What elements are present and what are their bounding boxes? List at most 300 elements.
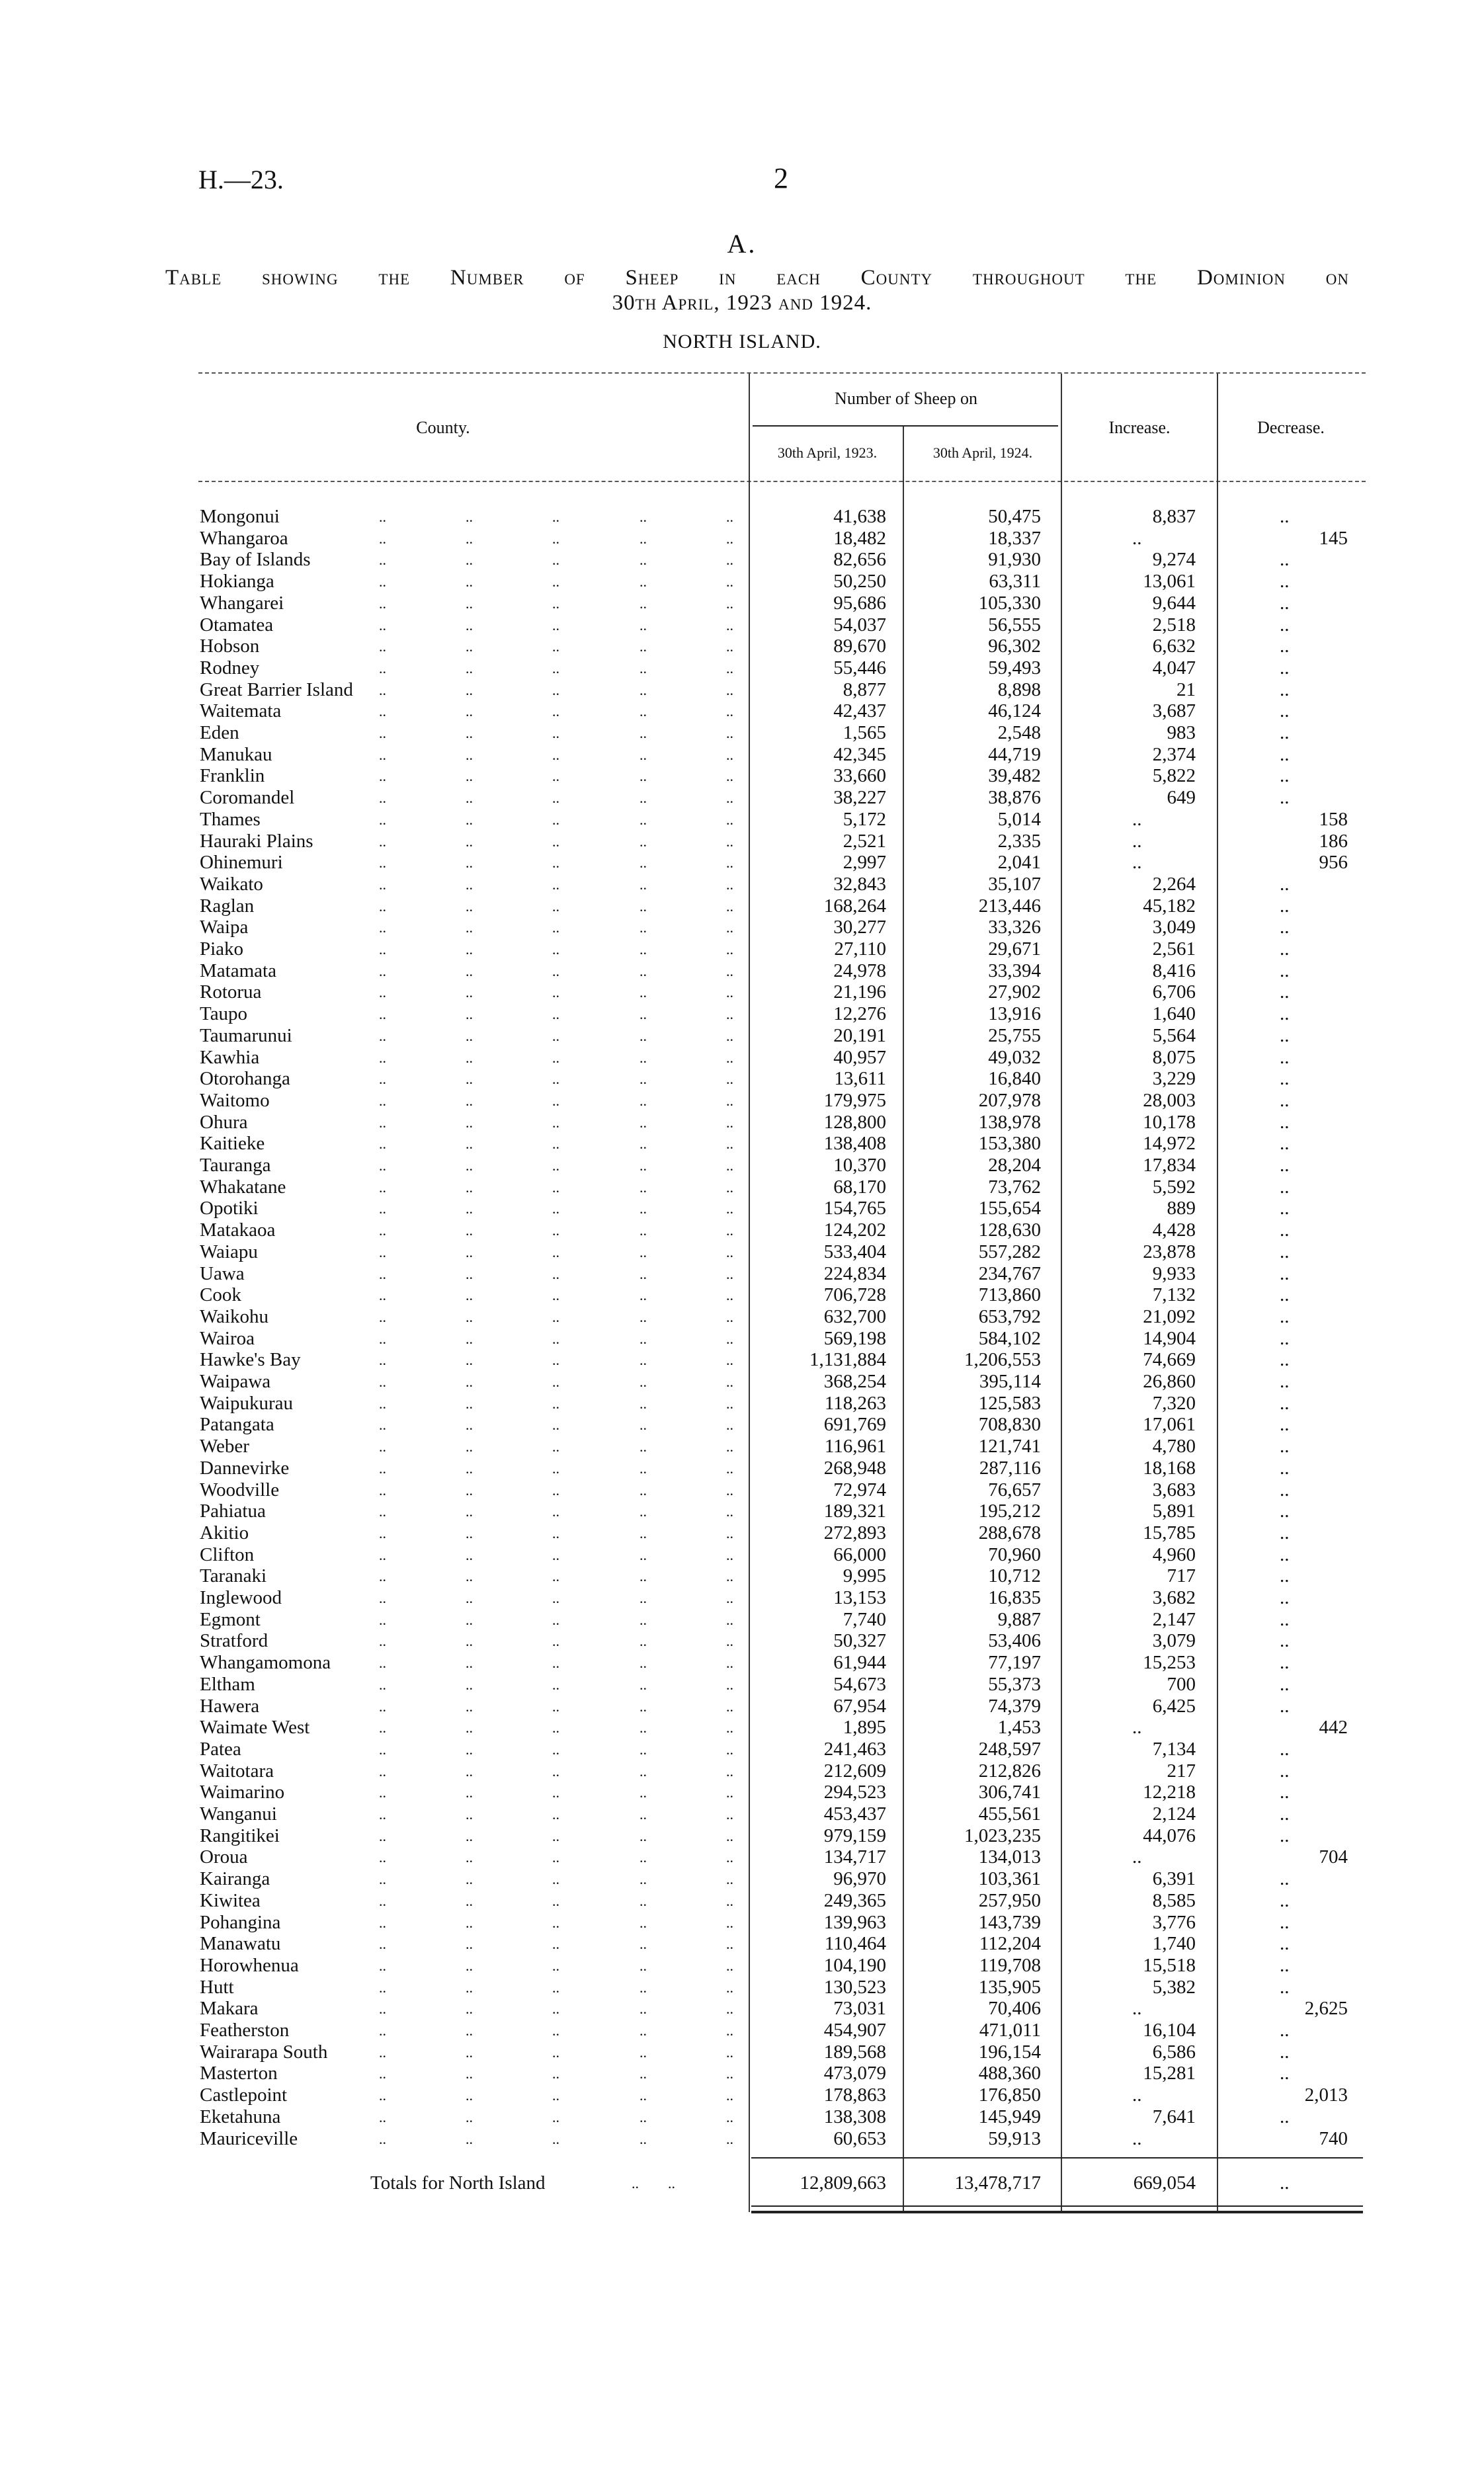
increase-value: 217	[1167, 1760, 1196, 1782]
leader-dots: ..	[379, 1892, 386, 1909]
decrease-value: ..	[1280, 743, 1290, 765]
table-row	[0, 1436, 1484, 1458]
leader-dots: ..	[466, 941, 473, 958]
increase-value: ..	[1132, 527, 1142, 549]
sheep-1924: 395,114	[979, 1371, 1041, 1392]
decrease-value: ..	[1280, 1911, 1290, 1933]
leader-dots: ..	[552, 1633, 559, 1650]
sheep-1924: 471,011	[979, 2020, 1041, 2041]
leader-dots: ..	[639, 1243, 647, 1260]
decrease-value: 2,625	[1304, 1998, 1348, 2020]
leader-dots: ..	[552, 1114, 559, 1131]
leader-dots: ..	[726, 790, 733, 807]
leader-dots: ..	[726, 1611, 733, 1628]
increase-value: 15,253	[1143, 1652, 1196, 1674]
leader-dots: ..	[726, 1568, 733, 1585]
sheep-1924: 10,712	[988, 1565, 1041, 1587]
leader-dots: ..	[379, 573, 386, 591]
county-name: Kairanga	[200, 1868, 270, 1890]
leader-dots: ..	[639, 1157, 647, 1174]
increase-value: 45,182	[1143, 895, 1196, 917]
leader-dots: ..	[726, 616, 733, 634]
totals-increase: 669,054	[1133, 2172, 1196, 2194]
county-name: Stratford	[200, 1630, 268, 1652]
leader-dots: ..	[726, 530, 733, 547]
decrease-value: ..	[1280, 1695, 1290, 1717]
totals-decrease: ..	[1280, 2172, 1290, 2194]
leader-dots: ..	[639, 1200, 647, 1217]
sheep-1923: 68,170	[833, 1176, 886, 1198]
increase-value: 16,104	[1143, 2020, 1196, 2041]
decrease-value: ..	[1280, 2106, 1290, 2127]
leader-dots: ..	[726, 595, 733, 612]
sheep-1923: 130,523	[823, 1976, 886, 1998]
leader-dots: ..	[639, 1481, 647, 1499]
leader-dots: ..	[379, 1719, 386, 1737]
decrease-value: ..	[1280, 1738, 1290, 1760]
leader-dots: ..	[726, 1849, 733, 1866]
leader-dots: ..	[552, 1027, 559, 1044]
sheep-1924: 59,913	[988, 2127, 1041, 2149]
leader-dots: ..	[552, 530, 559, 547]
county-name: Patea	[200, 1738, 241, 1760]
increase-value: 5,891	[1152, 1501, 1196, 1522]
leader-dots: ..	[379, 1524, 386, 1542]
table-row	[0, 1349, 1484, 1371]
table-row	[0, 1609, 1484, 1631]
leader-dots: ..	[466, 1611, 473, 1628]
sheep-1923: 33,660	[833, 765, 886, 787]
leader-dots: ..	[379, 833, 386, 850]
table-row	[0, 981, 1484, 1003]
leader-dots: ..	[466, 530, 473, 547]
county-name: Mongonui	[200, 506, 280, 527]
sheep-1924: 39,482	[988, 765, 1041, 787]
county-name: Hauraki Plains	[200, 830, 313, 852]
header-1923: 30th April, 1923.	[777, 444, 878, 461]
decrease-value: ..	[1280, 938, 1290, 960]
sheep-1923: 569,198	[823, 1327, 886, 1349]
increase-value: 26,860	[1143, 1371, 1196, 1392]
leader-dots: ..	[466, 1546, 473, 1563]
table-row	[0, 1306, 1484, 1328]
leader-dots: ..	[726, 1243, 733, 1260]
sheep-1923: 979,159	[823, 1825, 886, 1846]
leader-dots: ..	[379, 1287, 386, 1304]
leader-dots: ..	[639, 573, 647, 591]
county-name: Whangaroa	[200, 527, 288, 549]
leader-dots: ..	[379, 1979, 386, 1996]
county-name: Waikato	[200, 873, 263, 895]
sheep-1924: 105,330	[978, 592, 1041, 614]
decrease-value: 740	[1319, 2127, 1348, 2149]
leader-dots: ..	[466, 725, 473, 741]
leader-dots: ..	[552, 1178, 559, 1196]
leader-dots: ..	[726, 552, 733, 569]
sheep-1924: 44,719	[988, 743, 1041, 765]
leader-dots: ..	[639, 1655, 647, 1672]
table-row	[0, 506, 1484, 528]
leader-dots: ..	[552, 703, 559, 720]
increase-value: 9,933	[1152, 1262, 1196, 1284]
county-name: Manukau	[200, 743, 272, 765]
leader-dots: ..	[639, 1590, 647, 1606]
leader-dots: ..	[466, 595, 473, 612]
leader-dots: ..	[726, 2087, 733, 2104]
increase-value: 7,320	[1152, 1392, 1196, 1414]
leader-dots: ..	[379, 681, 386, 698]
increase-value: ..	[1132, 2084, 1142, 2106]
leader-dots: ..	[552, 1914, 559, 1931]
sheep-1923: 453,437	[823, 1803, 886, 1825]
leader-dots: ..	[552, 1417, 559, 1434]
sheep-1924: 584,102	[978, 1327, 1041, 1349]
table-row	[0, 1068, 1484, 1090]
leader-dots: ..	[726, 2108, 733, 2125]
leader-dots: ..	[466, 573, 473, 591]
increase-value: 8,585	[1152, 1889, 1196, 1911]
leader-dots: ..	[379, 2108, 386, 2125]
leader-dots: ..	[552, 2108, 559, 2125]
increase-value: 4,780	[1152, 1436, 1196, 1458]
leader-dots: ..	[466, 1957, 473, 1974]
sheep-1923: 691,769	[823, 1414, 886, 1436]
sheep-1923: 41,638	[833, 506, 886, 527]
leader-dots: ..	[639, 2000, 647, 2018]
leader-dots: ..	[726, 1633, 733, 1650]
leader-dots: ..	[552, 2065, 559, 2082]
table-row	[0, 1263, 1484, 1285]
leader-dots: ..	[726, 1655, 733, 1672]
sheep-1924: 196,154	[978, 2041, 1041, 2063]
totals-1924: 13,478,717	[954, 2172, 1041, 2194]
table-row	[0, 1955, 1484, 1977]
leader-dots: ..	[552, 1135, 559, 1153]
sheep-1923: 82,656	[833, 549, 886, 571]
county-name: Woodville	[200, 1479, 280, 1501]
increase-value: 649	[1167, 787, 1196, 809]
increase-value: 2,264	[1152, 873, 1196, 895]
leader-dots: ..	[379, 1503, 386, 1520]
table-row	[0, 1198, 1484, 1219]
county-name: Hawera	[200, 1695, 260, 1717]
increase-value: 7,132	[1152, 1284, 1196, 1306]
leader-dots: ..	[639, 638, 647, 655]
decrease-value: ..	[1280, 1349, 1290, 1371]
totals-double-rule	[751, 2211, 1363, 2213]
sheep-1923: 5,172	[843, 808, 886, 830]
leader-dots: ..	[379, 530, 386, 547]
increase-value: ..	[1132, 852, 1142, 874]
county-name: Rotorua	[200, 981, 262, 1003]
leader-dots: ..	[552, 1157, 559, 1174]
sheep-1923: 38,227	[833, 787, 886, 809]
leader-dots: ..	[552, 1481, 559, 1499]
leader-dots: ..	[466, 919, 473, 936]
leader-dots: ..	[639, 1503, 647, 1520]
leader-dots: ..	[639, 616, 647, 634]
leader-dots: ..	[639, 1330, 647, 1347]
leader-dots: ..	[379, 1914, 386, 1931]
leader-dots: ..	[466, 1784, 473, 1801]
leader-dots: ..	[466, 2130, 473, 2147]
table-row	[0, 1414, 1484, 1436]
leader-dots: ..	[379, 1871, 386, 1888]
leader-dots: ..	[379, 703, 386, 720]
decrease-value: 704	[1319, 1846, 1348, 1868]
leader-dots: ..	[466, 1330, 473, 1347]
leader-dots: ..	[379, 1265, 386, 1282]
leader-dots: ..	[726, 1027, 733, 1044]
sheep-1924: 16,840	[988, 1068, 1041, 1090]
decrease-value: ..	[1280, 1133, 1290, 1155]
leader-dots: ..	[639, 1049, 647, 1066]
leader-dots: ..	[726, 962, 733, 979]
leader-dots: ..	[726, 1827, 733, 1844]
leader-dots: ..	[552, 725, 559, 741]
increase-value: 2,561	[1152, 938, 1196, 960]
leader-dots: ..	[379, 1655, 386, 1672]
increase-value: 7,641	[1152, 2106, 1196, 2127]
table-row	[0, 1565, 1484, 1587]
county-name: Hutt	[200, 1976, 234, 1998]
county-name: Eketahuna	[200, 2106, 281, 2127]
island-heading: NORTH ISLAND.	[663, 331, 821, 352]
table-row	[0, 1782, 1484, 1803]
leader-dots: ..	[552, 1330, 559, 1347]
leader-dots: ..	[726, 2043, 733, 2061]
decrease-value: ..	[1280, 700, 1290, 722]
increase-value: 9,274	[1152, 549, 1196, 571]
leader-dots: ..	[379, 595, 386, 612]
leader-dots: ..	[726, 1157, 733, 1174]
table-row	[0, 1587, 1484, 1609]
sheep-1923: 189,321	[823, 1501, 886, 1522]
leader-dots: ..	[379, 1957, 386, 1974]
decrease-value: ..	[1280, 1868, 1290, 1890]
county-name: Rodney	[200, 657, 260, 679]
table-row	[0, 1284, 1484, 1306]
decrease-value: ..	[1280, 1262, 1290, 1284]
table-row	[0, 1522, 1484, 1544]
sheep-1924: 25,755	[988, 1024, 1041, 1046]
leader-dots: ..	[379, 2130, 386, 2147]
increase-value: 5,822	[1152, 765, 1196, 787]
decrease-value: 158	[1319, 808, 1348, 830]
leader-dots: ..	[552, 876, 559, 893]
leader-dots: ..	[466, 876, 473, 893]
decrease-value: ..	[1280, 1176, 1290, 1198]
sheep-1923: 134,717	[823, 1846, 886, 1868]
decrease-value: ..	[1280, 1825, 1290, 1846]
table-row	[0, 938, 1484, 960]
leader-dots: ..	[379, 1849, 386, 1866]
leader-dots: ..	[639, 1698, 647, 1715]
sheep-1923: 55,446	[833, 657, 886, 679]
sheep-1923: 54,673	[833, 1673, 886, 1695]
leader-dots: ..	[726, 1049, 733, 1066]
sheep-1923: 24,978	[833, 960, 886, 981]
sheep-1923: 50,327	[833, 1630, 886, 1652]
sheep-1924: 77,197	[988, 1652, 1041, 1674]
leader-dots: ..	[726, 1006, 733, 1023]
leader-dots: ..	[466, 1006, 473, 1023]
leader-dots: ..	[379, 1006, 386, 1023]
decrease-value: ..	[1280, 506, 1290, 527]
county-name: Waiapu	[200, 1241, 258, 1262]
sheep-1923: 249,365	[823, 1889, 886, 1911]
leader-dots: ..	[726, 703, 733, 720]
increase-value: 5,564	[1152, 1024, 1196, 1046]
sheep-1923: 1,131,884	[809, 1349, 886, 1371]
decrease-value: ..	[1280, 960, 1290, 981]
leader-dots: ..	[379, 941, 386, 958]
leader-dots: ..	[552, 509, 559, 525]
sheep-1923: 42,437	[833, 700, 886, 722]
sheep-1924: 128,630	[978, 1219, 1041, 1241]
leader-dots: ..	[466, 2000, 473, 2018]
leader-dots: ..	[726, 1979, 733, 1996]
leader-dots: ..	[466, 790, 473, 807]
decrease-value: ..	[1280, 1046, 1290, 1068]
table-row	[0, 2041, 1484, 2063]
sheep-1923: 50,250	[833, 571, 886, 593]
leader-dots: ..	[466, 897, 473, 915]
county-name: Mauriceville	[200, 2127, 298, 2149]
leader-dots: ..	[639, 1936, 647, 1953]
leader-dots: ..	[466, 1979, 473, 1996]
increase-value: 15,281	[1143, 2063, 1196, 2084]
sheep-1924: 143,739	[978, 1911, 1041, 1933]
increase-value: 717	[1167, 1565, 1196, 1587]
leader-dots: ..	[639, 1460, 647, 1477]
leader-dots: ..	[379, 1568, 386, 1585]
leader-dots: ..	[639, 2108, 647, 2125]
leader-dots: ..	[639, 897, 647, 915]
sheep-1923: 13,611	[834, 1068, 886, 1090]
county-name: Whangarei	[200, 592, 284, 614]
leader-dots: ..	[379, 1633, 386, 1650]
sheep-1923: 13,153	[833, 1587, 886, 1608]
sheep-1923: 124,202	[823, 1219, 886, 1241]
leader-dots: ..	[726, 1374, 733, 1390]
leader-dots: ..	[726, 1806, 733, 1823]
increase-value: 17,834	[1143, 1155, 1196, 1176]
sheep-1923: 9,995	[843, 1565, 886, 1587]
county-name: Thames	[200, 808, 261, 830]
table-row	[0, 1912, 1484, 1934]
sheep-1923: 42,345	[833, 743, 886, 765]
leader-dots: ..	[639, 746, 647, 763]
leader-dots: ..	[726, 1719, 733, 1737]
leader-dots: ..	[552, 1762, 559, 1780]
table-row	[0, 679, 1484, 701]
increase-value: 5,382	[1152, 1976, 1196, 1998]
leader-dots: ..	[379, 1762, 386, 1780]
leader-dots: ..	[379, 811, 386, 828]
decrease-value: 145	[1319, 527, 1348, 549]
increase-value: 6,706	[1152, 981, 1196, 1003]
leader-dots: ..	[726, 1200, 733, 1217]
increase-value: ..	[1132, 1717, 1142, 1739]
county-name: Kaitieke	[200, 1133, 265, 1155]
increase-value: 8,075	[1152, 1046, 1196, 1068]
sheep-1924: 1,023,235	[964, 1825, 1041, 1846]
leader-dots: ..	[552, 1957, 559, 1974]
table-row	[0, 744, 1484, 766]
increase-value: 2,518	[1152, 614, 1196, 636]
county-name: Tauranga	[200, 1155, 271, 1176]
county-name: Akitio	[200, 1522, 249, 1543]
leader-dots: ..	[726, 1481, 733, 1499]
leader-dots: ..	[552, 790, 559, 807]
increase-value: 28,003	[1143, 1089, 1196, 1111]
increase-value: 3,079	[1152, 1630, 1196, 1652]
leader-dots: ..	[379, 1243, 386, 1260]
sheep-1923: 72,974	[833, 1479, 886, 1501]
leader-dots: ..	[466, 2022, 473, 2039]
leader-dots: ..	[639, 919, 647, 936]
sheep-1924: 33,326	[988, 917, 1041, 938]
sheep-1923: 139,963	[823, 1911, 886, 1933]
increase-value: 6,586	[1152, 2041, 1196, 2063]
table-top-rule	[198, 372, 1366, 374]
county-name: Patangata	[200, 1414, 274, 1436]
leader-dots: ..	[379, 1157, 386, 1174]
sheep-1924: 207,978	[978, 1089, 1041, 1111]
leader-dots: ..	[552, 1676, 559, 1693]
sheep-1923: 2,997	[843, 852, 886, 874]
leader-dots: ..	[379, 1374, 386, 1390]
county-name: Whakatane	[200, 1176, 286, 1198]
county-name: Cook	[200, 1284, 241, 1306]
sheep-1924: 488,360	[978, 2063, 1041, 2084]
leader-dots: ..	[379, 2022, 386, 2039]
decrease-value: ..	[1280, 1436, 1290, 1458]
leader-dots: ..	[726, 1287, 733, 1304]
leader-dots: ..	[726, 1762, 733, 1780]
leader-dots: ..	[379, 1178, 386, 1196]
decrease-value: ..	[1280, 1760, 1290, 1782]
decrease-value: 2,013	[1304, 2084, 1348, 2106]
leader-dots: ..	[726, 854, 733, 872]
leader-dots: ..	[466, 1114, 473, 1131]
sheep-1924: 38,876	[988, 787, 1041, 809]
decrease-value: ..	[1280, 1198, 1290, 1219]
leader-dots: ..	[726, 1265, 733, 1282]
increase-value: 15,518	[1143, 1954, 1196, 1976]
leader-dots: ..	[466, 1308, 473, 1325]
decrease-value: ..	[1280, 1782, 1290, 1803]
leader-dots: ..	[466, 1438, 473, 1456]
leader-dots: ..	[639, 1308, 647, 1325]
sheep-1924: 13,916	[988, 1003, 1041, 1025]
increase-value: 7,134	[1152, 1738, 1196, 1760]
increase-value: 3,687	[1152, 700, 1196, 722]
leader-dots: ..	[466, 1395, 473, 1412]
leader-dots: ..	[639, 1027, 647, 1044]
leader-dots: ..	[552, 1222, 559, 1239]
sheep-1923: 154,765	[823, 1198, 886, 1219]
leader-dots: ..	[552, 854, 559, 872]
decrease-value: ..	[1280, 1111, 1290, 1133]
sheep-1924: 29,671	[988, 938, 1041, 960]
county-name: Whangamomona	[200, 1652, 331, 1674]
leader-dots: ..	[726, 1114, 733, 1131]
leader-dots: ..	[379, 1395, 386, 1412]
county-name: Pahiatua	[200, 1501, 266, 1522]
county-name: Wairarapa South	[200, 2041, 328, 2063]
